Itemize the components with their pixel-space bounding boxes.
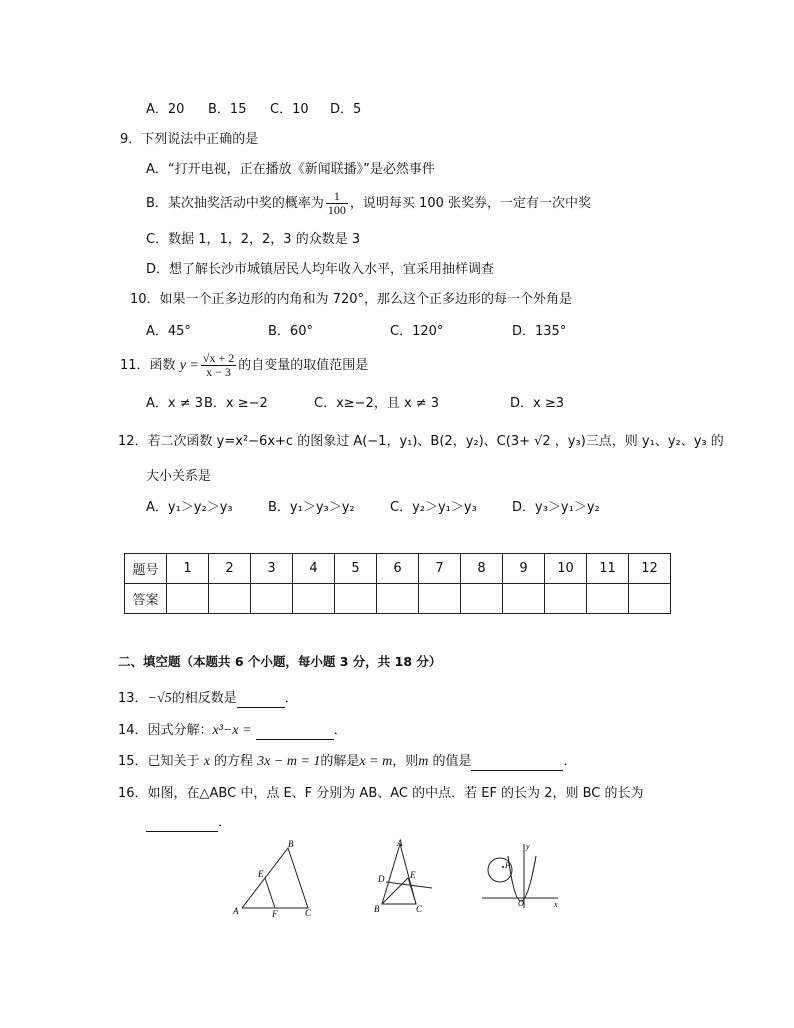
q15-post: 的值是 bbox=[428, 754, 472, 769]
answer-table-label-answer: 答案 bbox=[125, 584, 167, 614]
answer-table-number: 8 bbox=[461, 554, 503, 584]
q14-answer-blank[interactable] bbox=[256, 725, 334, 740]
label-b-2: B bbox=[374, 904, 380, 914]
q9-option-b bbox=[146, 188, 591, 220]
q16-answer-blank[interactable] bbox=[146, 817, 218, 832]
q13-answer-blank[interactable] bbox=[237, 693, 285, 708]
q14-pre: 14．因式分解： bbox=[118, 723, 213, 738]
q16-line1: 16．如图，在△ABC 中，点 E、F 分别为 AB、AC 的中点．若 EF 的长为 2，则 BC 的长为 bbox=[118, 786, 644, 801]
point-p bbox=[502, 866, 504, 868]
answer-table-number: 4 bbox=[293, 554, 335, 584]
answer-cell[interactable] bbox=[335, 584, 377, 614]
q9-option-d: D．想了解长沙市城镇居民人均年收入水平，宜采用抽样调查 bbox=[146, 262, 495, 277]
answer-cell[interactable] bbox=[629, 584, 671, 614]
q11-option-b: B．x ≥−2 bbox=[204, 396, 268, 411]
answer-table-label-number: 题号 bbox=[125, 554, 167, 584]
label-a-2: A bbox=[397, 838, 403, 848]
answer-cell[interactable] bbox=[377, 584, 419, 614]
section2-title: 二、填空题（本题共 6 个小题，每小题 3 分，共 18 分） bbox=[118, 654, 442, 669]
answer-cell[interactable] bbox=[167, 584, 209, 614]
q15-pre: 15．已知关于 bbox=[118, 754, 204, 769]
q15-mid2: 的解是 bbox=[320, 754, 360, 769]
q8-option-d: D．5 bbox=[330, 102, 362, 117]
answer-table-number: 5 bbox=[335, 554, 377, 584]
answer-table-number: 1 bbox=[167, 554, 209, 584]
q11-option-c: C．x≥−2，且 x ≠ 3 bbox=[314, 396, 440, 411]
figure-triangle-bisector bbox=[372, 838, 438, 918]
parabola-curve bbox=[508, 856, 536, 901]
triangle-abc bbox=[242, 848, 308, 908]
q13-pre: 13． bbox=[118, 691, 148, 706]
q11-option-d: D．x ≥3 bbox=[510, 396, 564, 411]
answer-cell[interactable] bbox=[251, 584, 293, 614]
q11-prefix: 11．函数 bbox=[120, 358, 176, 373]
q11-y-eq: y = bbox=[179, 358, 199, 373]
answer-table-number: 7 bbox=[419, 554, 461, 584]
q8-option-a: A．20 bbox=[146, 102, 185, 117]
answer-cell[interactable] bbox=[587, 584, 629, 614]
q13-post: 的相反数是 bbox=[171, 691, 237, 706]
q12-stem: 12．若二次函数 y=x²−6x+c 的图象过 A(−1，y₁)、B(2，y₂)、C(3+ √2 ，y₃)三点，则 y₁、y₂、y₃ 的 bbox=[118, 434, 724, 449]
answer-table-number: 10 bbox=[545, 554, 587, 584]
q15-equation: 3x − m = 1 bbox=[257, 754, 321, 769]
q15-solution: x = m bbox=[359, 754, 393, 769]
q13-end: ． bbox=[284, 691, 298, 706]
answer-table-number: 3 bbox=[251, 554, 293, 584]
q14-expr: x³−x = bbox=[212, 723, 252, 738]
q13-expr: −√5 bbox=[147, 691, 172, 706]
q9-option-b-post: ，说明每买 100 张奖券，一定有一次中奖 bbox=[349, 196, 591, 211]
q13-line bbox=[118, 690, 298, 708]
answer-table-header-row bbox=[125, 554, 671, 584]
q9-option-a: A．“打开电视，正在播放《新闻联播》”是必然事件 bbox=[146, 162, 435, 177]
label-c-2: C bbox=[416, 904, 423, 914]
q15-x: x bbox=[203, 754, 210, 769]
q12-options bbox=[146, 499, 600, 517]
q15-mid3: ，则 bbox=[392, 754, 419, 769]
q15-end: ． bbox=[563, 754, 577, 769]
q12-stem2: 大小关系是 bbox=[146, 469, 212, 484]
answer-cell[interactable] bbox=[503, 584, 545, 614]
answer-cell[interactable] bbox=[293, 584, 335, 614]
q8-options bbox=[146, 101, 361, 119]
label-d-2: D bbox=[378, 874, 385, 884]
label-e-2: E bbox=[410, 870, 416, 880]
answer-table bbox=[124, 553, 671, 614]
q15-line bbox=[118, 753, 576, 771]
answer-table-number: 11 bbox=[587, 554, 629, 584]
answer-cell[interactable] bbox=[545, 584, 587, 614]
q11-fraction-den: x − 3 bbox=[206, 365, 231, 379]
figure-parabola-circle bbox=[478, 838, 562, 914]
q16-end: ． bbox=[218, 815, 232, 830]
q9-fraction-den: 100 bbox=[327, 203, 346, 217]
q10-option-b: B．60° bbox=[268, 324, 313, 339]
answer-table-number: 9 bbox=[503, 554, 545, 584]
label-origin: O bbox=[518, 899, 524, 908]
q15-answer-blank[interactable] bbox=[471, 756, 563, 771]
q9-fraction-num: 1 bbox=[326, 190, 348, 204]
q10-options bbox=[146, 323, 566, 341]
q11-suffix: 的自变量的取值范围是 bbox=[238, 358, 369, 373]
label-c: C bbox=[305, 908, 312, 918]
q9-option-c: C．数据 1，1，2，2，3 的众数是 3 bbox=[146, 232, 361, 247]
segment-ec bbox=[408, 878, 416, 904]
q11-option-a: A．x ≠ 3 bbox=[146, 396, 204, 411]
q14-line bbox=[118, 722, 347, 740]
label-e: E bbox=[258, 869, 264, 879]
q12-option-a: A．y₁＞y₂＞y₃ bbox=[146, 500, 233, 515]
answer-table-answer-row bbox=[125, 584, 671, 614]
label-a: A bbox=[233, 906, 239, 916]
q8-option-c: C．10 bbox=[270, 102, 309, 117]
q12-option-b: B．y₁＞y₃＞y₂ bbox=[268, 500, 355, 515]
q15-mid: 的方程 bbox=[209, 754, 258, 769]
label-x-axis: x bbox=[554, 900, 558, 909]
q10-option-c: C．120° bbox=[390, 324, 444, 339]
segment-ef bbox=[265, 878, 275, 908]
figure-triangle-midpoints bbox=[232, 838, 328, 918]
q8-option-b: B．15 bbox=[208, 102, 247, 117]
q12-option-d: D．y₃＞y₁＞y₂ bbox=[512, 500, 600, 515]
q12-option-c: C．y₂＞y₁＞y₃ bbox=[390, 500, 477, 515]
answer-cell[interactable] bbox=[419, 584, 461, 614]
answer-cell[interactable] bbox=[209, 584, 251, 614]
q11-fraction-num: √x + 2 bbox=[202, 351, 235, 365]
label-b: B bbox=[288, 839, 294, 849]
q10-option-d: D．135° bbox=[512, 324, 567, 339]
label-f: F bbox=[272, 909, 278, 918]
label-y-axis: y bbox=[526, 842, 530, 851]
q10-option-a: A．45° bbox=[146, 324, 191, 339]
q9-option-b-pre: B．某次抽奖活动中奖的概率为 bbox=[146, 196, 324, 211]
answer-cell[interactable] bbox=[461, 584, 503, 614]
q9-stem: 9．下列说法中正确的是 bbox=[120, 132, 259, 147]
label-p: P bbox=[505, 861, 510, 870]
answer-table-number: 12 bbox=[629, 554, 671, 584]
q11-stem bbox=[120, 349, 368, 383]
answer-table-number: 6 bbox=[377, 554, 419, 584]
q15-m: m bbox=[418, 754, 429, 769]
q10-stem: 10．如果一个正多边形的内角和为 720°，那么这个正多边形的每一个外角是 bbox=[130, 292, 572, 307]
q14-end: ． bbox=[333, 723, 347, 738]
q11-fraction bbox=[201, 352, 236, 379]
q11-options bbox=[146, 395, 564, 413]
q16-line2 bbox=[146, 814, 231, 832]
answer-table-number: 2 bbox=[209, 554, 251, 584]
bisector-line bbox=[386, 882, 432, 888]
q9-fraction bbox=[326, 190, 348, 217]
